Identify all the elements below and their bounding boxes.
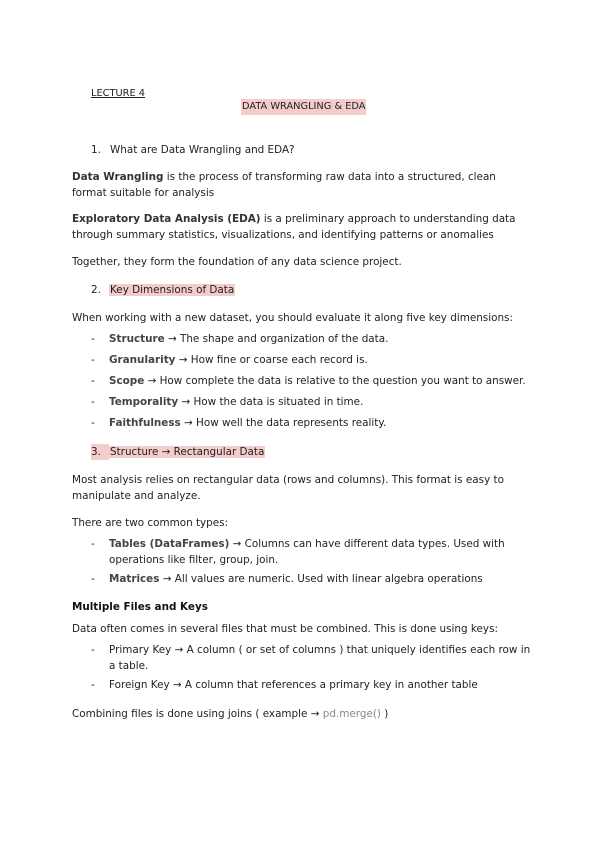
dimension-desc: → How complete the data is relative to the question you want to answer. (144, 375, 526, 387)
joins-paragraph (72, 706, 532, 722)
bullet-dash: - (91, 375, 95, 387)
dimension-term: Granularity (109, 354, 176, 366)
bullet-dash: - (91, 333, 95, 345)
dimension-desc: → How the data is situated in time. (178, 396, 364, 408)
section-3-title: Structure → Rectangular Data (110, 446, 265, 458)
joins-text: Combining files is done using joins ( example → (72, 708, 323, 720)
type-term: Tables (DataFrames) (109, 538, 230, 550)
primary-key-text: Primary Key → A column ( or set of columns ) that uniquely identifies each row in a table. (109, 644, 531, 672)
lecture-label: LECTURE 4 (91, 88, 145, 99)
dimension-term: Structure (109, 333, 165, 345)
merge-code: pd.merge() (322, 708, 381, 720)
list-item (91, 571, 531, 587)
eda-definition (72, 211, 532, 243)
dimension-desc: → How well the data represents reality. (180, 417, 387, 429)
dimension-desc: → How fine or coarse each record is. (175, 354, 368, 366)
list-item (91, 677, 531, 693)
dimension-term: Faithfulness (109, 417, 181, 429)
bullet-dash: - (91, 573, 95, 585)
list-item (91, 373, 531, 389)
bullet-dash: - (91, 417, 95, 429)
type-desc: → Columns can have different data types. Used with operations like filter, group, join. (109, 538, 505, 566)
types-intro: There are two common types: (72, 517, 229, 529)
bullet-dash: - (91, 679, 95, 691)
type-desc: → All values are numeric. Used with linear algebra operations (159, 573, 483, 585)
joins-close: ) (380, 708, 389, 720)
dimension-desc: → The shape and organization of the data. (164, 333, 389, 345)
list-item (91, 352, 531, 368)
section-1-number: 1. (91, 144, 101, 156)
rectangular-paragraph: Most analysis relies on rectangular data (rows and columns). This format is easy to manipulate and analyze. (72, 474, 504, 502)
bullet-dash: - (91, 354, 95, 366)
list-item (91, 415, 531, 431)
section-1-heading (91, 142, 296, 158)
list-item (91, 642, 531, 674)
dimensions-intro: When working with a new dataset, you should evaluate it along five key dimensions: (72, 312, 513, 324)
list-item (91, 331, 531, 347)
section-2-title: Key Dimensions of Data (110, 284, 235, 296)
section-3-heading (91, 444, 265, 460)
wrangling-text: is the process of transforming raw data into a structured, clean format suitable for analysis (72, 171, 496, 199)
wrangling-term: Data Wrangling (72, 171, 164, 183)
section-2-heading (91, 282, 235, 298)
foreign-key-text: Foreign Key → A column that references a primary key in another table (109, 679, 478, 691)
files-intro: Data often comes in several files that must be combined. This is done using keys: (72, 623, 498, 635)
section-1-title: What are Data Wrangling and EDA? (110, 144, 295, 156)
type-term: Matrices (109, 573, 160, 585)
list-item (91, 536, 531, 568)
wrangling-definition (72, 169, 532, 201)
section-2-number: 2. (91, 284, 101, 296)
foundation-paragraph: Together, they form the foundation of any data science project. (72, 256, 402, 268)
files-heading: Multiple Files and Keys (72, 601, 208, 613)
list-item (91, 394, 531, 410)
section-3-number: 3. (91, 444, 109, 460)
bullet-dash: - (91, 644, 95, 656)
document-title: DATA WRANGLING & EDA (241, 99, 366, 115)
eda-term: Exploratory Data Analysis (EDA) (72, 213, 261, 225)
eda-text: is a preliminary approach to understanding data through summary statistics, visualizations, and identifying patterns or anomalies (72, 213, 516, 241)
dimension-term: Scope (109, 375, 145, 387)
bullet-dash: - (91, 396, 95, 408)
dimension-term: Temporality (109, 396, 179, 408)
bullet-dash: - (91, 538, 95, 550)
